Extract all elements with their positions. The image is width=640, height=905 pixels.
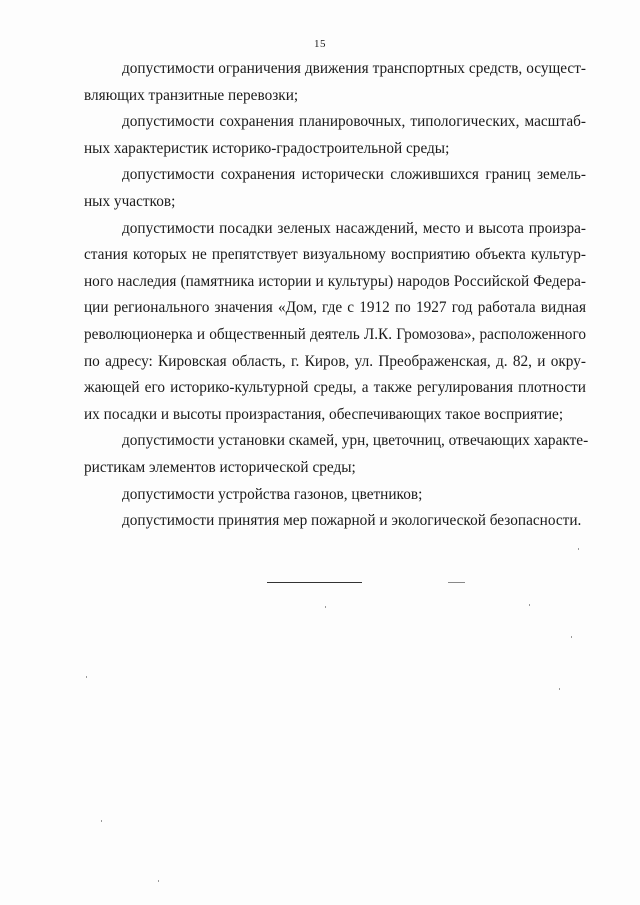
scan-speck [578, 548, 579, 550]
paragraph-line: жающей его историко-культурной среды, а также регулирования плотности [84, 379, 586, 397]
scan-speck [158, 880, 159, 882]
paragraph-line: допустимости сохранения планировочных, типологических, масштаб- [122, 113, 586, 131]
paragraph-line: их посадки и высоты произрастания, обеспечивающих такое восприятие; [84, 405, 564, 423]
paragraph [84, 162, 586, 215]
paragraph [84, 216, 586, 429]
paragraph-line: ных участков; [84, 192, 176, 210]
page-number: 15 [314, 38, 326, 50]
paragraph [84, 482, 586, 509]
paragraph [84, 508, 586, 535]
paragraph [84, 56, 586, 109]
document-body [84, 56, 589, 535]
paragraph-line: допустимости установки скамей, урн, цветочниц, отвечающих характе- [122, 432, 589, 450]
paragraph-line: ции регионального значения «Дом, где с 1912 по 1927 год работала видная [84, 299, 586, 317]
scan-speck [559, 688, 560, 690]
faint-scan-mark [448, 582, 465, 583]
scan-speck [325, 606, 326, 608]
scan-speck [571, 636, 572, 638]
paragraph-line: по адресу: Кировская область, г. Киров, ул. Преображенская, д. 82, и окру- [84, 352, 586, 370]
paragraph-line: стания которых не препятствует визуальному восприятию объекта культур- [84, 246, 586, 264]
paragraph-line: допустимости устройства газонов, цветников; [122, 485, 423, 503]
paragraph-line: допустимости посадки зеленых насаждений, место и высота произра- [122, 219, 586, 237]
scan-speck [86, 676, 87, 678]
paragraph-line: революционерка и общественный деятель Л.К. Громозова», расположенного [84, 325, 586, 343]
paragraph [84, 109, 586, 162]
scan-speck [529, 604, 530, 606]
paragraph [84, 428, 589, 481]
paragraph-line: допустимости ограничения движения транспортных средств, осущест- [122, 60, 586, 77]
scan-speck [101, 820, 102, 822]
paragraph-line: ристикам элементов исторической среды; [84, 458, 356, 476]
paragraph-line: ных характеристик историко-градостроительной среды; [84, 139, 450, 157]
paragraph-line: допустимости принятия мер пожарной и экологической безопасности. [122, 512, 582, 530]
paragraph-line: ного наследия (памятника истории и культуры) народов Российской Федера- [84, 272, 586, 290]
end-of-text-rule [267, 582, 362, 583]
paragraph-line: вляющих транзитные перевозки; [84, 86, 299, 104]
paragraph-line: допустимости сохранения исторически сложившихся границ земель- [122, 166, 586, 184]
